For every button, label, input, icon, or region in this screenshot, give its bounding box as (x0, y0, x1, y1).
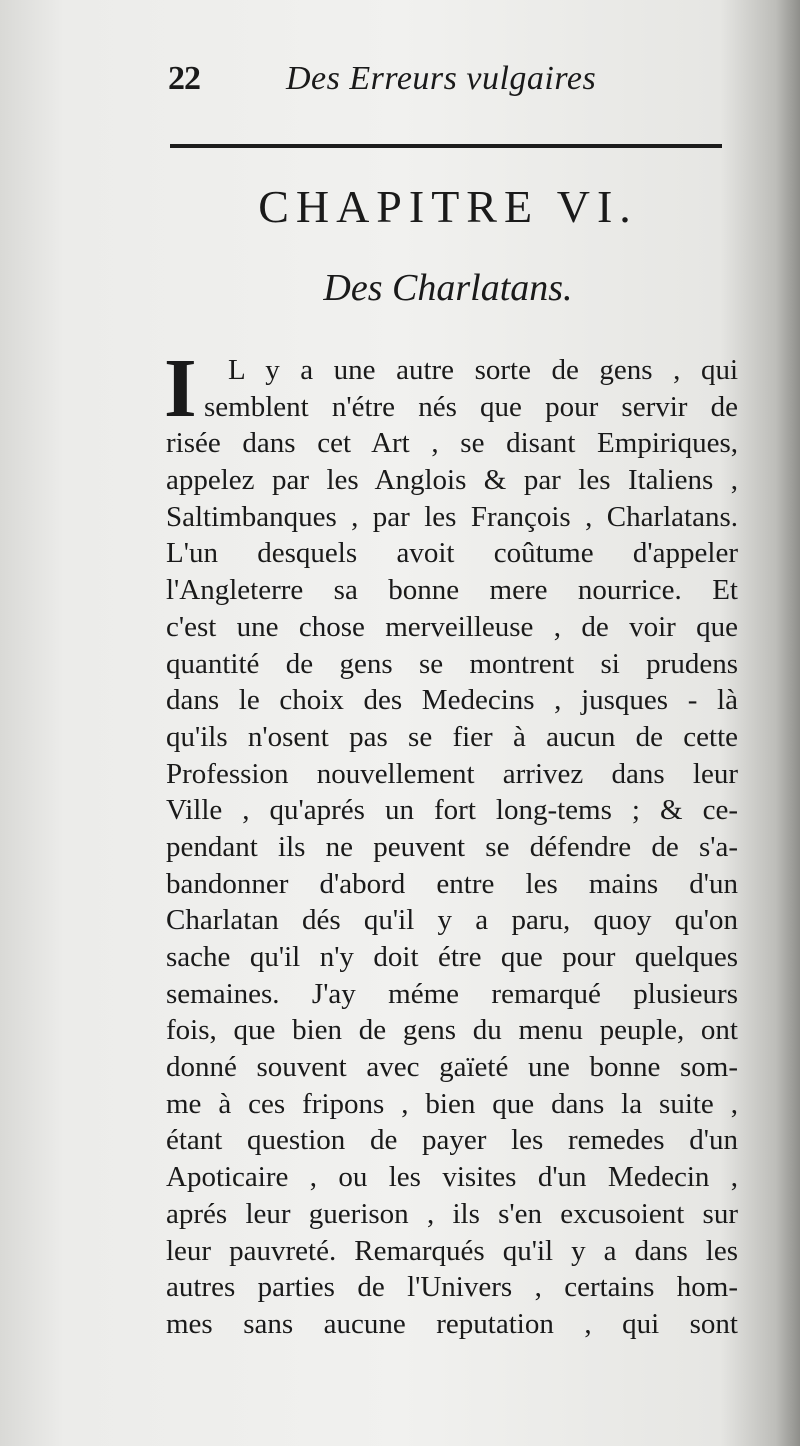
page-number: 22 (168, 60, 200, 97)
text-line: aprés leur guerison , ils s'en excusoient sur (166, 1197, 738, 1230)
text-line: l'Angleterre sa bonne mere nourrice. Et (166, 574, 738, 607)
text-line: autres parties de l'Univers , certains hom- (166, 1271, 738, 1304)
text-line: fois, que bien de gens du menu peuple, ont (166, 1014, 738, 1047)
text-line: mes sans aucune reputation , qui sont (166, 1307, 738, 1340)
body-text (164, 342, 738, 1343)
text-line: pendant ils ne peuvent se défendre de s'a- (166, 830, 738, 863)
text-line: appelez par les Anglois & par les Italiens , (166, 464, 738, 497)
header-rule (170, 144, 722, 148)
text-line: bandonner d'abord entre les mains d'un (166, 867, 738, 900)
text-line: Profession nouvellement arrivez dans leur (166, 757, 738, 790)
text-line: étant question de payer les remedes d'un (166, 1124, 738, 1157)
text-line: qu'ils n'osent pas se fier à aucun de cette (166, 720, 738, 753)
chapter-title: CHAPITRE VI. (258, 181, 638, 232)
text-line: semaines. J'ay méme remarqué plusieurs (166, 977, 738, 1010)
running-head (168, 58, 728, 108)
text-line: L y a une autre sorte de gens , qui (228, 354, 738, 386)
text-line: Saltimbanques , par les François , Charlatans. (166, 500, 738, 533)
text-line: quantité de gens se montrent si prudens (166, 647, 738, 680)
text-line: c'est une chose merveilleuse , de voir que (166, 610, 738, 643)
drop-cap: I (164, 342, 197, 435)
text-line: sache qu'il n'y doit étre que pour quelques (166, 941, 738, 973)
text-line: me à ces fripons , bien que dans la suite , (166, 1087, 738, 1120)
text-line: Apoticaire , ou les visites d'un Medecin , (166, 1161, 738, 1194)
text-line: dans le choix des Medecins , jusques - là (166, 684, 738, 717)
text-line: risée dans cet Art , se disant Empiriques, (166, 427, 738, 460)
text-line: donné souvent avec gaïeté une bonne som- (166, 1051, 738, 1084)
chapter-subtitle: Des Charlatans. (323, 267, 573, 309)
text-line: Charlatan dés qu'il y a paru, quoy qu'on (166, 904, 738, 937)
text-line: leur pauvreté. Remarqués qu'il y a dans les (166, 1234, 738, 1267)
text-line: Ville , qu'aprés un fort long-tems ; & ce- (166, 794, 738, 827)
text-line: semblent n'étre nés que pour servir de (204, 390, 738, 423)
running-title: Des Erreurs vulgaires (286, 60, 597, 97)
text-line: L'un desquels avoit coûtume d'appeler (166, 537, 738, 570)
